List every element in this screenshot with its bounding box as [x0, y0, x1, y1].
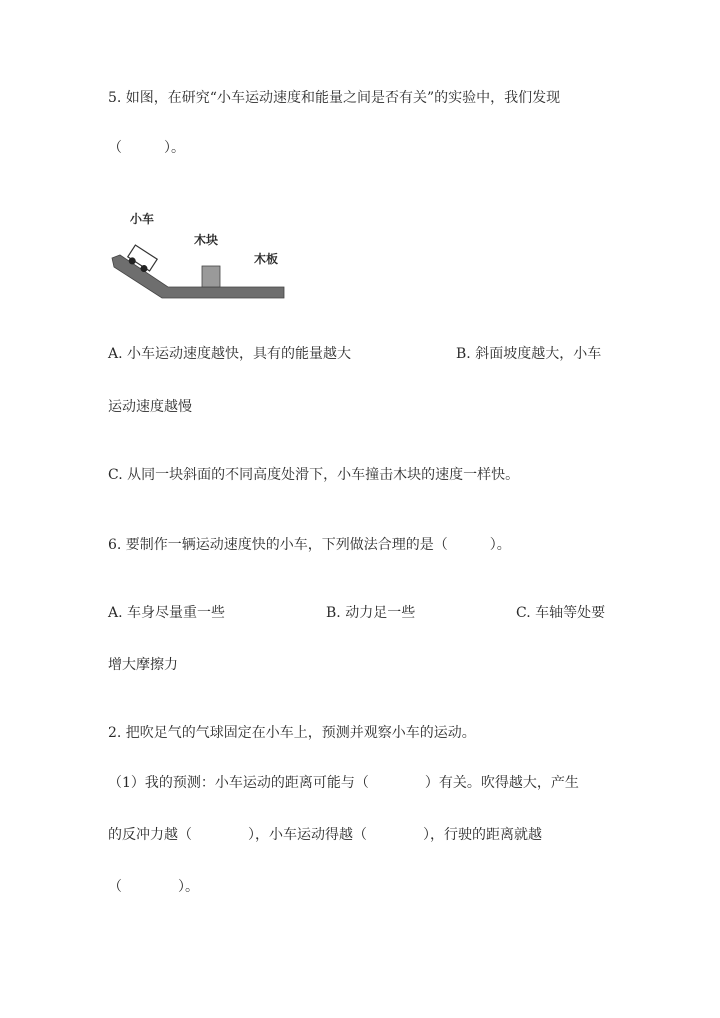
wooden-block	[202, 266, 220, 287]
q5-stem: 5. 如图，在研究“小车运动速度和能量之间是否有关”的实验中，我们发现	[108, 90, 561, 106]
q2-prediction-line3: （ ）。	[108, 879, 199, 895]
q2-stem: 2. 把吹足气的气球固定在小车上，预测并观察小车的运动。	[108, 725, 476, 741]
q5-option-a: A. 小车运动速度越快，具有的能量越大	[108, 346, 352, 362]
ramp-experiment-diagram	[108, 240, 288, 304]
q2-prediction-line1: （1）我的预测：小车运动的距离可能与（ ）有关。吹得越大，产生	[108, 775, 579, 791]
figure-label-car: 小车	[130, 212, 155, 226]
q2-prediction-line2: 的反冲力越（ ），小车运动得越（ ），行驶的距离就越	[108, 827, 542, 843]
q5-option-b-cont: 运动速度越慢	[108, 399, 192, 415]
q6-option-c: C. 车轴等处要	[516, 605, 606, 621]
q5-answer-blank: （ ）。	[108, 140, 185, 156]
q6-stem: 6. 要制作一辆运动速度快的小车，下列做法合理的是（ ）。	[108, 537, 511, 553]
q6-option-a: A. 车身尽量重一些	[108, 605, 226, 621]
figure-label-board: 木板	[254, 252, 279, 266]
q6-option-c-cont: 增大摩擦力	[108, 657, 178, 673]
figure-label-block: 木块	[194, 233, 219, 247]
q6-option-b: B. 动力足一些	[326, 605, 416, 621]
q5-option-b: B. 斜面坡度越大，小车	[456, 346, 602, 362]
q5-option-c: C. 从同一块斜面的不同高度处滑下，小车撞击木块的速度一样快。	[108, 467, 520, 483]
